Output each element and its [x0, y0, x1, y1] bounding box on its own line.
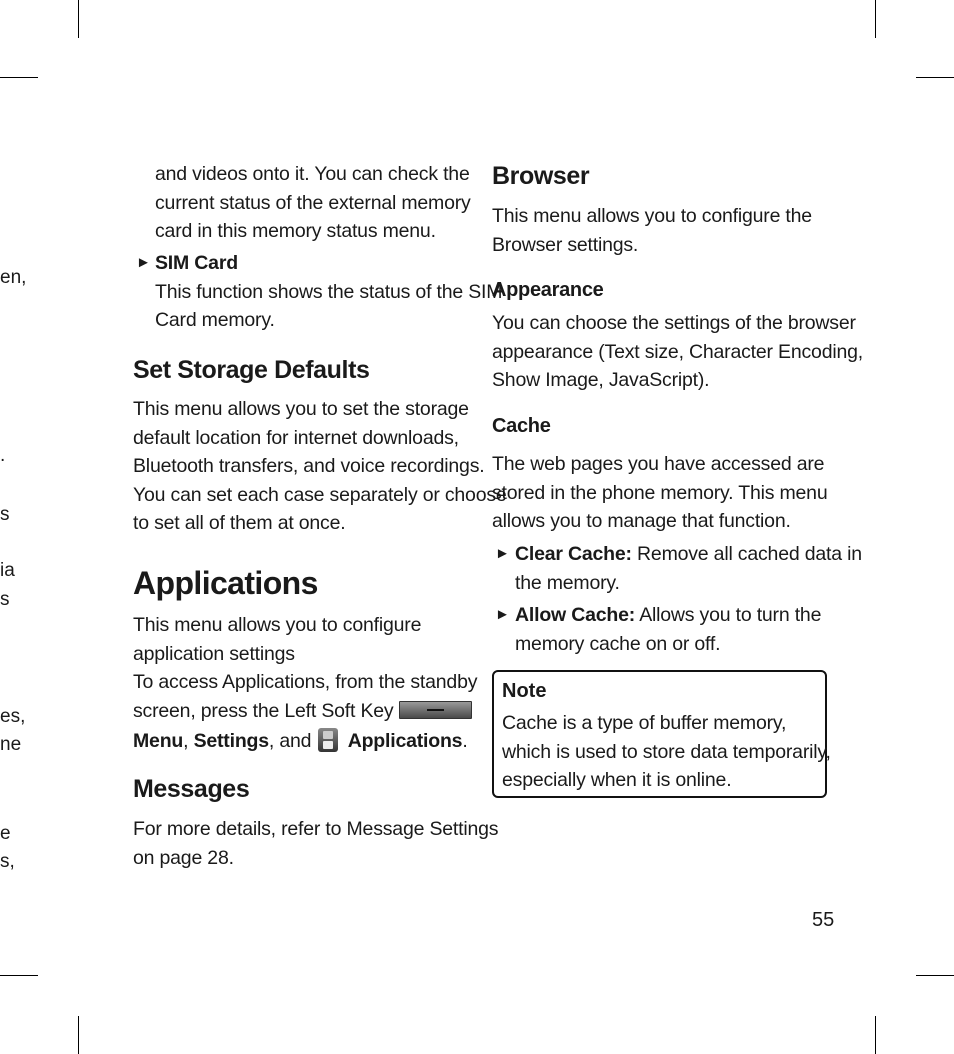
note-body: Cache is a type of buffer memory, which is used to store data temporarily, especially when it is online.: [502, 712, 831, 791]
allow-cache-label: Allow Cache:: [515, 604, 636, 626]
crop-mark: [0, 77, 38, 78]
margin-fragment: s,: [0, 851, 15, 872]
sim-card-item: ► SIM Card This function shows the status of the SIM Card memory.: [136, 249, 476, 339]
set-storage-paragraph: This menu allows you to set the storage default location for internet downloads, Bluetooth transfers, and voice recordings. You can set each case separately or choose to set all of them at once.: [133, 398, 507, 534]
menu-label: Menu: [133, 730, 184, 752]
note-title: Note: [502, 680, 547, 702]
margin-fragment: en,: [0, 267, 27, 288]
appearance-heading: Appearance: [492, 279, 604, 301]
settings-label: Settings: [193, 730, 269, 752]
applications-label: Applications: [347, 730, 463, 752]
margin-fragment: ne: [0, 734, 22, 755]
applications-icon: [318, 728, 338, 752]
clear-cache-label: Clear Cache:: [515, 543, 632, 565]
set-storage-heading: Set Storage Defaults: [133, 356, 370, 384]
crop-mark: [78, 1016, 79, 1054]
margin-fragment: s: [0, 589, 10, 610]
cache-heading: Cache: [492, 415, 551, 437]
intro-paragraph: and videos onto it. You can check the current status of the external memory card in this memory status menu.: [155, 163, 471, 242]
page-number: 55: [812, 909, 835, 931]
sim-card-label: SIM Card: [155, 252, 238, 274]
messages-heading: Messages: [133, 775, 250, 803]
applications-heading: Applications: [133, 565, 318, 601]
margin-fragment: es,: [0, 706, 26, 727]
margin-fragment: .: [0, 445, 6, 466]
crop-mark: [875, 1016, 876, 1054]
bullet-arrow-icon: ►: [495, 545, 510, 562]
note-box: [492, 670, 831, 798]
browser-heading: Browser: [492, 162, 590, 190]
bullet-arrow-icon: ►: [136, 254, 151, 271]
crop-mark: [78, 0, 79, 38]
applications-paragraph: This menu allows you to configure application settings To access Applications, from the standby screen, press the Left Soft Key Menu, Settings, and Applications.: [133, 614, 478, 752]
cache-paragraph: The web pages you have accessed are stored in the phone memory. This menu allows you to manage that function.: [492, 453, 828, 532]
crop-mark: [875, 0, 876, 38]
bullet-arrow-icon: ►: [495, 606, 510, 623]
crop-mark: [916, 77, 954, 78]
browser-paragraph: This menu allows you to configure the Browser settings.: [492, 205, 812, 256]
crop-mark: [0, 975, 38, 976]
margin-fragment: s: [0, 504, 10, 525]
margin-fragment: ia: [0, 560, 15, 581]
messages-paragraph: For more details, refer to Message Settings on page 28.: [133, 818, 499, 869]
left-soft-key-icon: [399, 701, 472, 719]
appearance-paragraph: You can choose the settings of the browser appearance (Text size, Character Encoding, Show Image, JavaScript).: [492, 312, 863, 391]
margin-fragment: e: [0, 823, 11, 844]
clear-cache-item: ► Clear Cache: Remove all cached data in the memory.: [495, 540, 835, 600]
crop-mark: [916, 975, 954, 976]
allow-cache-item: ► Allow Cache: Allows you to turn the memory cache on or off.: [495, 601, 835, 661]
